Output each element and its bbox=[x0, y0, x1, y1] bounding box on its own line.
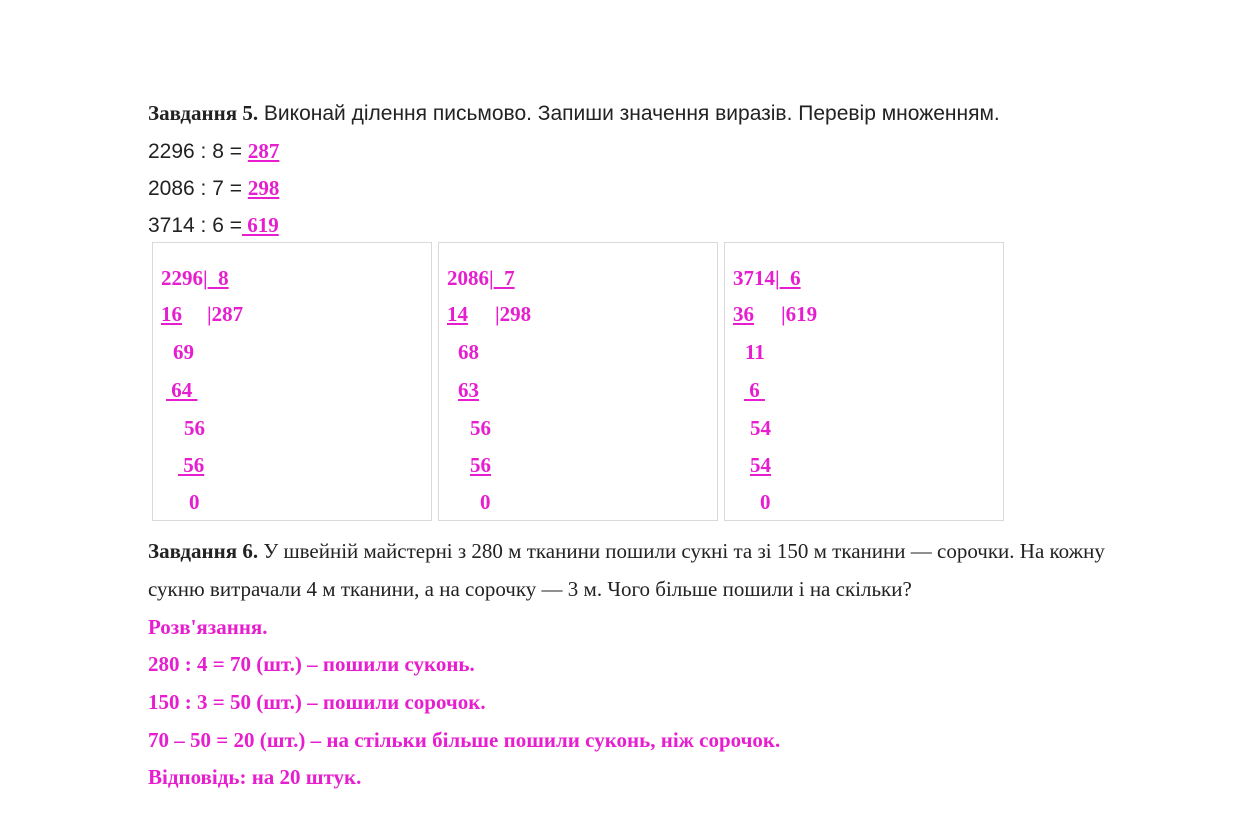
division-box-3 bbox=[724, 242, 1004, 521]
division-first-row bbox=[733, 302, 818, 327]
dividend: 3714 bbox=[733, 266, 775, 290]
divisor: | 8 bbox=[203, 266, 229, 290]
division-box-2 bbox=[438, 242, 718, 521]
task6-line-1 bbox=[148, 539, 1105, 564]
division-step: 54 bbox=[750, 453, 771, 477]
solution-line-2: 150 : 3 = 50 (шт.) – пошили сорочок. bbox=[148, 690, 486, 714]
division-header bbox=[161, 266, 229, 291]
expression-answer: 298 bbox=[247, 176, 280, 200]
solution-line-1: 280 : 4 = 70 (шт.) – пошили суконь. bbox=[148, 652, 475, 676]
expression-text: 3714 : 6 = bbox=[148, 214, 242, 237]
division-step: 6 bbox=[744, 378, 765, 402]
division-step: 56 bbox=[470, 453, 491, 477]
division-first-row bbox=[161, 302, 244, 327]
solution-label: Розв'язання. bbox=[148, 615, 268, 639]
division-step: 0 bbox=[189, 490, 200, 514]
division-box-1 bbox=[152, 242, 432, 521]
expression-2 bbox=[148, 176, 279, 201]
division-step: 56 bbox=[184, 416, 205, 440]
first-subtrahend: 36 bbox=[733, 302, 754, 326]
division-step: 56 bbox=[470, 416, 491, 440]
expression-3 bbox=[148, 213, 279, 238]
division-step: 64 bbox=[166, 378, 198, 402]
division-step: 69 bbox=[173, 340, 194, 364]
first-subtrahend: 16 bbox=[161, 302, 182, 326]
expression-text: 2086 : 7 = bbox=[148, 177, 248, 200]
division-step: 0 bbox=[760, 490, 771, 514]
dividend: 2296 bbox=[161, 266, 203, 290]
answer-line: Відповідь: на 20 штук. bbox=[148, 765, 362, 789]
quotient: |287 bbox=[207, 302, 244, 326]
division-header bbox=[733, 266, 801, 291]
first-subtrahend: 14 bbox=[447, 302, 468, 326]
solution-line-3: 70 – 50 = 20 (шт.) – на стільки більше пошили суконь, ніж сорочок. bbox=[148, 728, 781, 752]
division-step: 54 bbox=[750, 416, 771, 440]
division-first-row bbox=[447, 302, 532, 327]
expression-text: 2296 : 8 = bbox=[148, 140, 248, 163]
expression-1 bbox=[148, 139, 279, 164]
task5-heading bbox=[148, 101, 1000, 126]
quotient: |298 bbox=[495, 302, 532, 326]
dividend: 2086 bbox=[447, 266, 489, 290]
quotient: |619 bbox=[781, 302, 818, 326]
division-step: 56 bbox=[178, 453, 205, 477]
division-step: 68 bbox=[458, 340, 479, 364]
divisor: | 6 bbox=[775, 266, 801, 290]
expression-answer: 287 bbox=[247, 139, 280, 163]
task5-label: Завдання 5. bbox=[148, 101, 259, 125]
task6-text: У швейній майстерні з 280 м тканини пошили сукні та зі 150 м тканини — сорочки. На кожну bbox=[258, 539, 1105, 563]
division-step: 0 bbox=[480, 490, 491, 514]
division-step: 63 bbox=[458, 378, 479, 402]
expression-answer: 619 bbox=[242, 213, 279, 237]
task6-line-2: сукню витрачали 4 м тканини, а на сорочку — 3 м. Чого більше пошили і на скільки? bbox=[148, 577, 912, 601]
division-step: 11 bbox=[745, 340, 765, 364]
task6-label: Завдання 6. bbox=[148, 539, 259, 563]
task5-text: Виконай ділення письмово. Запиши значення виразів. Перевір множенням. bbox=[258, 102, 1000, 125]
division-header bbox=[447, 266, 515, 291]
divisor: | 7 bbox=[489, 266, 515, 290]
